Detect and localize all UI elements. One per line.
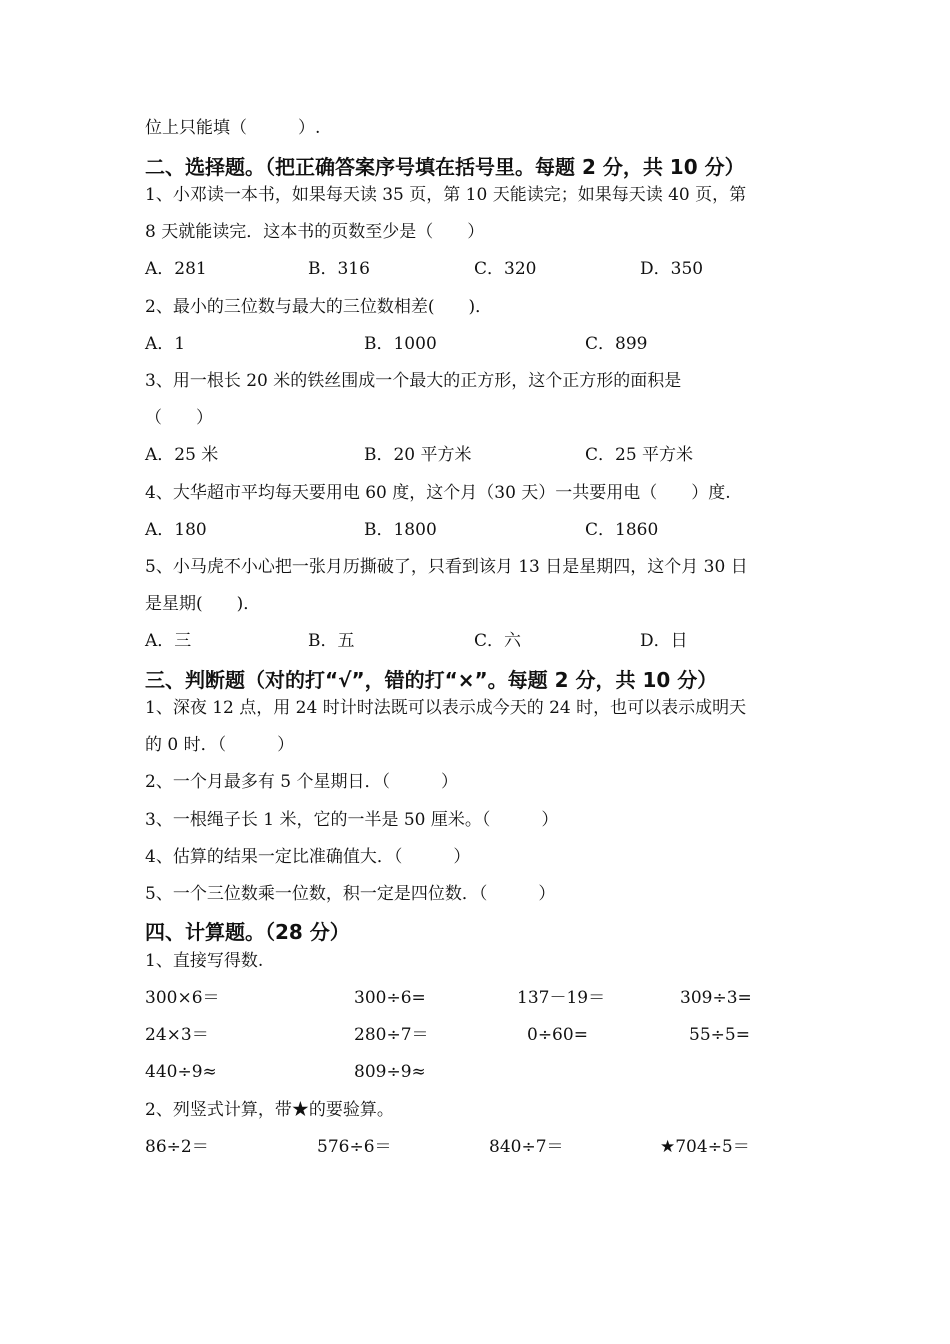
calc-r2c2: 280÷7＝	[354, 1025, 429, 1045]
q2-3-option-a: A．25 米	[145, 445, 219, 465]
calc-r1c4: 309÷3=	[680, 988, 752, 1008]
calc-r1c1: 300×6＝	[145, 988, 220, 1008]
q2-5-line1: 5、小马虎不小心把一张月历撕破了，只看到该月 13 日是星期四，这个月 30 日	[145, 557, 748, 577]
calc-sub2-title: 2、列竖式计算，带★的要验算。	[145, 1100, 394, 1120]
q2-4-option-b: B．1800	[364, 520, 437, 540]
q2-4-option-a: A．180	[145, 520, 207, 540]
q2-2-option-b: B．1000	[364, 334, 437, 354]
vertical-calc-1: 86÷2＝	[145, 1137, 209, 1157]
q2-5-option-c: C．六	[474, 631, 522, 651]
q2-3-option-b: B．20 平方米	[364, 445, 472, 465]
q2-2-option-a: A．1	[145, 334, 186, 354]
vertical-calc-2: 576÷6＝	[317, 1137, 392, 1157]
q2-1-option-d: D．350	[640, 259, 704, 279]
q2-5-option-b: B．五	[308, 631, 355, 651]
q2-2-option-c: C．899	[585, 334, 648, 354]
q2-2-line1: 2、最小的三位数与最大的三位数相差( )．	[145, 297, 493, 317]
judge-item-3: 3、一根绳子长 1 米，它的一半是 50 厘米。（ ）	[145, 810, 559, 830]
q2-1-option-c: C．320	[474, 259, 537, 279]
q2-1-option-a: A．281	[145, 259, 207, 279]
judge-item-1-line2: 的 0 时．（ ）	[145, 735, 295, 755]
vertical-calc-3: 840÷7＝	[489, 1137, 564, 1157]
calc-sub1-title: 1、直接写得数.	[145, 951, 264, 971]
section4-heading: 四、计算题。（28 分）	[145, 920, 350, 944]
q2-4-line1: 4、大华超市平均每天要用电 60 度，这个月（30 天）一共要用电（ ）度.	[145, 483, 731, 503]
q2-1-option-b: B．316	[308, 259, 370, 279]
q2-3-option-c: C．25 平方米	[585, 445, 694, 465]
vertical-calc-4: ★704÷5＝	[660, 1137, 750, 1157]
calc-r3c2: 809÷9≈	[354, 1062, 426, 1082]
calc-r3c1: 440÷9≈	[145, 1062, 217, 1082]
calc-r1c3: 137－19＝	[517, 988, 606, 1008]
calc-r2c4: 55÷5=	[689, 1025, 750, 1045]
continued-question-line: 位上只能填（ ）.	[145, 118, 321, 138]
judge-item-1-line1: 1、深夜 12 点，用 24 时计时法既可以表示成今天的 24 时，也可以表示成明天	[145, 698, 747, 718]
q2-3-line1: 3、用一根长 20 米的铁丝围成一个最大的正方形，这个正方形的面积是	[145, 371, 682, 391]
section2-heading: 二、选择题。（把正确答案序号填在括号里。每题 2 分，共 10 分）	[145, 155, 745, 179]
q2-5-line2: 是星期( )．	[145, 594, 261, 614]
section3-heading: 三、判断题（对的打“√”，错的打“×”。每题 2 分，共 10 分）	[145, 668, 718, 692]
calc-r1c2: 300÷6=	[354, 988, 426, 1008]
q2-5-option-d: D．日	[640, 631, 688, 651]
q2-5-option-a: A．三	[145, 631, 192, 651]
q2-1-line1: 1、小邓读一本书，如果每天读 35 页，第 10 天能读完；如果每天读 40 页，第	[145, 185, 747, 205]
q2-3-line2: （ ）	[145, 408, 213, 428]
calc-r2c1: 24×3＝	[145, 1025, 209, 1045]
q2-1-line2: 8 天就能读完．这本书的页数至少是（ ）	[145, 222, 485, 242]
calc-r2c3: 0÷60=	[527, 1025, 588, 1045]
judge-item-2: 2、一个月最多有 5 个星期日．（ ）	[145, 772, 458, 792]
judge-item-4: 4、估算的结果一定比准确值大．（ ）	[145, 847, 471, 867]
q2-4-option-c: C．1860	[585, 520, 659, 540]
judge-item-5: 5、一个三位数乘一位数，积一定是四位数．（ ）	[145, 884, 556, 904]
